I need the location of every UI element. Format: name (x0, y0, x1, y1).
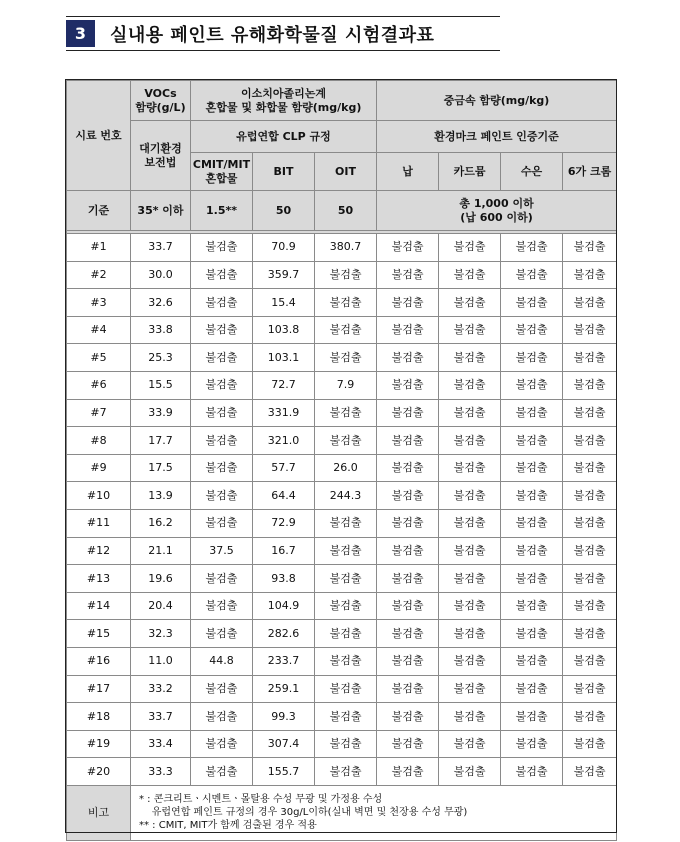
chromium-value: 불검출 (563, 675, 617, 703)
lead-value: 불검출 (377, 454, 439, 482)
mercury-value: 불검출 (501, 703, 563, 731)
header-rule-bottom (66, 50, 500, 51)
oit-value: 26.0 (315, 454, 377, 482)
col-cmit-header: CMIT/MIT 혼합물 (191, 153, 253, 191)
bit-value: 359.7 (253, 261, 315, 289)
lead-value: 불검출 (377, 427, 439, 455)
bit-value: 282.6 (253, 620, 315, 648)
voc-value: 33.8 (131, 316, 191, 344)
chromium-value: 불검출 (563, 730, 617, 758)
lead-value: 불검출 (377, 289, 439, 317)
table-row (67, 758, 617, 786)
sample-id: #7 (67, 399, 131, 427)
mercury-value: 불검출 (501, 399, 563, 427)
lead-value: 불검출 (377, 592, 439, 620)
cmit-value: 불검출 (191, 454, 253, 482)
bit-value: 16.7 (253, 537, 315, 565)
isothiazolinone-header: 이소치아졸리논계 혼합물 및 화합물 함량(mg/kg) (191, 81, 377, 121)
bit-value: 99.3 (253, 703, 315, 731)
standard-cmit: 1.5** (191, 191, 253, 231)
bit-value: 155.7 (253, 758, 315, 786)
oit-value: 불검출 (315, 647, 377, 675)
bit-value: 72.9 (253, 509, 315, 537)
cmit-value: 37.5 (191, 537, 253, 565)
table-row (67, 537, 617, 565)
oit-value: 불검출 (315, 261, 377, 289)
col-mercury-header: 수은 (501, 153, 563, 191)
notes-body (131, 785, 617, 840)
bit-value: 15.4 (253, 289, 315, 317)
bit-value: 70.9 (253, 234, 315, 262)
table-row (67, 482, 617, 510)
voc-regulation-header: 대기환경 보전법 (131, 121, 191, 191)
voc-value: 33.9 (131, 399, 191, 427)
oit-value: 불검출 (315, 592, 377, 620)
table-row (67, 730, 617, 758)
lead-value: 불검출 (377, 703, 439, 731)
voc-header: VOCs 함량(g/L) (131, 81, 191, 121)
lead-value: 불검출 (377, 482, 439, 510)
bit-value: 331.9 (253, 399, 315, 427)
sample-id: #5 (67, 344, 131, 372)
bit-value: 103.1 (253, 344, 315, 372)
chromium-value: 불검출 (563, 647, 617, 675)
mercury-value: 불검출 (501, 537, 563, 565)
mercury-value: 불검출 (501, 371, 563, 399)
table-row (67, 647, 617, 675)
cadmium-value: 불검출 (439, 371, 501, 399)
standard-voc: 35* 이하 (131, 191, 191, 231)
chromium-value: 불검출 (563, 371, 617, 399)
chromium-value: 불검출 (563, 537, 617, 565)
cmit-value: 불검출 (191, 261, 253, 289)
voc-value: 17.7 (131, 427, 191, 455)
section-title: 실내용 페인트 유해화학물질 시험결과표 (110, 24, 435, 46)
oit-value: 불검출 (315, 703, 377, 731)
sample-number-header: 시료 번호 (67, 81, 131, 191)
mercury-value: 불검출 (501, 758, 563, 786)
cadmium-value: 불검출 (439, 234, 501, 262)
section-number-badge: 3 (66, 20, 95, 47)
chromium-value: 불검출 (563, 234, 617, 262)
cadmium-value: 불검출 (439, 454, 501, 482)
bit-value: 321.0 (253, 427, 315, 455)
voc-value: 25.3 (131, 344, 191, 372)
standard-oit: 50 (315, 191, 377, 231)
mercury-value: 불검출 (501, 482, 563, 510)
sample-id: #10 (67, 482, 131, 510)
table-row (67, 675, 617, 703)
cadmium-value: 불검출 (439, 565, 501, 593)
cmit-value: 불검출 (191, 703, 253, 731)
lead-value: 불검출 (377, 371, 439, 399)
table-row (67, 371, 617, 399)
bit-value: 57.7 (253, 454, 315, 482)
cadmium-value: 불검출 (439, 509, 501, 537)
lead-value: 불검출 (377, 565, 439, 593)
cadmium-value: 불검출 (439, 289, 501, 317)
col-cadmium-header: 카드뮴 (439, 153, 501, 191)
cadmium-value: 불검출 (439, 730, 501, 758)
mercury-value: 불검출 (501, 234, 563, 262)
sample-id: #4 (67, 316, 131, 344)
mercury-value: 불검출 (501, 289, 563, 317)
voc-value: 13.9 (131, 482, 191, 510)
chromium-value: 불검출 (563, 620, 617, 648)
voc-value: 30.0 (131, 261, 191, 289)
oit-value: 불검출 (315, 427, 377, 455)
voc-value: 21.1 (131, 537, 191, 565)
header-rule-top (66, 16, 500, 17)
mercury-value: 불검출 (501, 316, 563, 344)
cmit-value: 불검출 (191, 730, 253, 758)
cmit-value: 불검출 (191, 316, 253, 344)
standard-metals: 총 1,000 이하 (납 600 이하) (377, 191, 617, 231)
voc-value: 33.7 (131, 703, 191, 731)
oit-value: 불검출 (315, 344, 377, 372)
mercury-value: 불검출 (501, 730, 563, 758)
voc-value: 20.4 (131, 592, 191, 620)
oit-value: 불검출 (315, 758, 377, 786)
cadmium-value: 불검출 (439, 261, 501, 289)
table-row (67, 703, 617, 731)
voc-value: 11.0 (131, 647, 191, 675)
header-row-1 (67, 81, 617, 121)
cmit-value: 불검출 (191, 399, 253, 427)
oit-value: 불검출 (315, 675, 377, 703)
voc-value: 19.6 (131, 565, 191, 593)
voc-value: 33.2 (131, 675, 191, 703)
table-row (67, 509, 617, 537)
lead-value: 불검출 (377, 675, 439, 703)
notes-label: 비고 (67, 785, 131, 840)
sample-id: #15 (67, 620, 131, 648)
cmit-value: 불검출 (191, 620, 253, 648)
table-row (67, 620, 617, 648)
cadmium-value: 불검출 (439, 344, 501, 372)
mercury-value: 불검출 (501, 620, 563, 648)
sample-id: #8 (67, 427, 131, 455)
oit-value: 불검출 (315, 399, 377, 427)
standard-row (67, 191, 617, 231)
chromium-value: 불검출 (563, 758, 617, 786)
chromium-value: 불검출 (563, 482, 617, 510)
oit-value: 불검출 (315, 565, 377, 593)
cmit-value: 불검출 (191, 482, 253, 510)
cmit-value: 불검출 (191, 565, 253, 593)
cmit-value: 44.8 (191, 647, 253, 675)
mercury-value: 불검출 (501, 565, 563, 593)
voc-value: 32.3 (131, 620, 191, 648)
oit-value: 7.9 (315, 371, 377, 399)
heavy-metal-header: 중금속 함량(mg/kg) (377, 81, 617, 121)
cmit-value: 불검출 (191, 289, 253, 317)
chromium-value: 불검출 (563, 509, 617, 537)
voc-value: 15.5 (131, 371, 191, 399)
bit-value: 104.9 (253, 592, 315, 620)
sample-id: #2 (67, 261, 131, 289)
note-line: ** : CMIT, MIT가 함께 검출된 경우 적용 (139, 820, 317, 832)
table-row (67, 344, 617, 372)
table-row (67, 234, 617, 262)
lead-value: 불검출 (377, 730, 439, 758)
bit-value: 103.8 (253, 316, 315, 344)
table-row (67, 454, 617, 482)
note-line: * : 콘크리트ㆍ시멘트ㆍ몰탈용 수성 무광 및 가정용 수성 (139, 794, 383, 806)
cadmium-value: 불검출 (439, 758, 501, 786)
cadmium-value: 불검출 (439, 647, 501, 675)
chromium-value: 불검출 (563, 399, 617, 427)
chromium-value: 불검출 (563, 454, 617, 482)
cadmium-value: 불검출 (439, 482, 501, 510)
clp-regulation-header: 유럽연합 CLP 규정 (191, 121, 377, 153)
sample-id: #1 (67, 234, 131, 262)
voc-value: 32.6 (131, 289, 191, 317)
cadmium-value: 불검출 (439, 399, 501, 427)
sample-id: #6 (67, 371, 131, 399)
cadmium-value: 불검출 (439, 316, 501, 344)
voc-value: 16.2 (131, 509, 191, 537)
sample-id: #9 (67, 454, 131, 482)
oit-value: 불검출 (315, 316, 377, 344)
cmit-value: 불검출 (191, 509, 253, 537)
notes-row (67, 785, 617, 840)
lead-value: 불검출 (377, 316, 439, 344)
bit-value: 307.4 (253, 730, 315, 758)
lead-value: 불검출 (377, 537, 439, 565)
lead-value: 불검출 (377, 620, 439, 648)
note-line: 유럽연합 페인트 규정의 경우 30g/L이하(실내 벽면 및 천장용 수성 무광) (139, 807, 468, 819)
lead-value: 불검출 (377, 647, 439, 675)
voc-value: 33.4 (131, 730, 191, 758)
sample-id: #17 (67, 675, 131, 703)
table-row (67, 565, 617, 593)
chromium-value: 불검출 (563, 289, 617, 317)
oit-value: 불검출 (315, 509, 377, 537)
col-bit-header: BIT (253, 153, 315, 191)
cmit-value: 불검출 (191, 758, 253, 786)
results-table (66, 80, 617, 841)
bit-value: 233.7 (253, 647, 315, 675)
oit-value: 불검출 (315, 620, 377, 648)
lead-value: 불검출 (377, 509, 439, 537)
chromium-value: 불검출 (563, 316, 617, 344)
oit-value: 380.7 (315, 234, 377, 262)
cmit-value: 불검출 (191, 344, 253, 372)
oit-value: 불검출 (315, 289, 377, 317)
cmit-value: 불검출 (191, 592, 253, 620)
bit-value: 72.7 (253, 371, 315, 399)
chromium-value: 불검출 (563, 565, 617, 593)
col-chromium-header: 6가 크롬 (563, 153, 617, 191)
sample-id: #19 (67, 730, 131, 758)
voc-value: 17.5 (131, 454, 191, 482)
mercury-value: 불검출 (501, 261, 563, 289)
table-row (67, 261, 617, 289)
bit-value: 93.8 (253, 565, 315, 593)
mercury-value: 불검출 (501, 427, 563, 455)
eco-label-header: 환경마크 페인트 인증기준 (377, 121, 617, 153)
mercury-value: 불검출 (501, 344, 563, 372)
lead-value: 불검출 (377, 234, 439, 262)
lead-value: 불검출 (377, 399, 439, 427)
mercury-value: 불검출 (501, 592, 563, 620)
lead-value: 불검출 (377, 261, 439, 289)
cmit-value: 불검출 (191, 675, 253, 703)
table-row (67, 316, 617, 344)
sample-id: #13 (67, 565, 131, 593)
table-row (67, 592, 617, 620)
cmit-value: 불검출 (191, 371, 253, 399)
lead-value: 불검출 (377, 758, 439, 786)
chromium-value: 불검출 (563, 261, 617, 289)
standard-bit: 50 (253, 191, 315, 231)
chromium-value: 불검출 (563, 344, 617, 372)
cmit-value: 불검출 (191, 427, 253, 455)
mercury-value: 불검출 (501, 509, 563, 537)
cadmium-value: 불검출 (439, 537, 501, 565)
header-row-2 (67, 121, 617, 153)
bit-value: 64.4 (253, 482, 315, 510)
cadmium-value: 불검출 (439, 620, 501, 648)
chromium-value: 불검출 (563, 592, 617, 620)
table-row (67, 427, 617, 455)
table-row (67, 289, 617, 317)
oit-value: 불검출 (315, 730, 377, 758)
sample-id: #11 (67, 509, 131, 537)
chromium-value: 불검출 (563, 427, 617, 455)
voc-value: 33.7 (131, 234, 191, 262)
sample-id: #18 (67, 703, 131, 731)
col-lead-header: 납 (377, 153, 439, 191)
mercury-value: 불검출 (501, 675, 563, 703)
oit-value: 불검출 (315, 537, 377, 565)
sample-id: #16 (67, 647, 131, 675)
col-oit-header: OIT (315, 153, 377, 191)
lead-value: 불검출 (377, 344, 439, 372)
oit-value: 244.3 (315, 482, 377, 510)
cadmium-value: 불검출 (439, 592, 501, 620)
bit-value: 259.1 (253, 675, 315, 703)
cmit-value: 불검출 (191, 234, 253, 262)
sample-id: #12 (67, 537, 131, 565)
data-rows (67, 234, 617, 786)
cadmium-value: 불검출 (439, 703, 501, 731)
cadmium-value: 불검출 (439, 675, 501, 703)
voc-value: 33.3 (131, 758, 191, 786)
mercury-value: 불검출 (501, 647, 563, 675)
sample-id: #14 (67, 592, 131, 620)
sample-id: #20 (67, 758, 131, 786)
table-row (67, 399, 617, 427)
cadmium-value: 불검출 (439, 427, 501, 455)
chromium-value: 불검출 (563, 703, 617, 731)
standard-label: 기준 (67, 191, 131, 231)
sample-id: #3 (67, 289, 131, 317)
mercury-value: 불검출 (501, 454, 563, 482)
